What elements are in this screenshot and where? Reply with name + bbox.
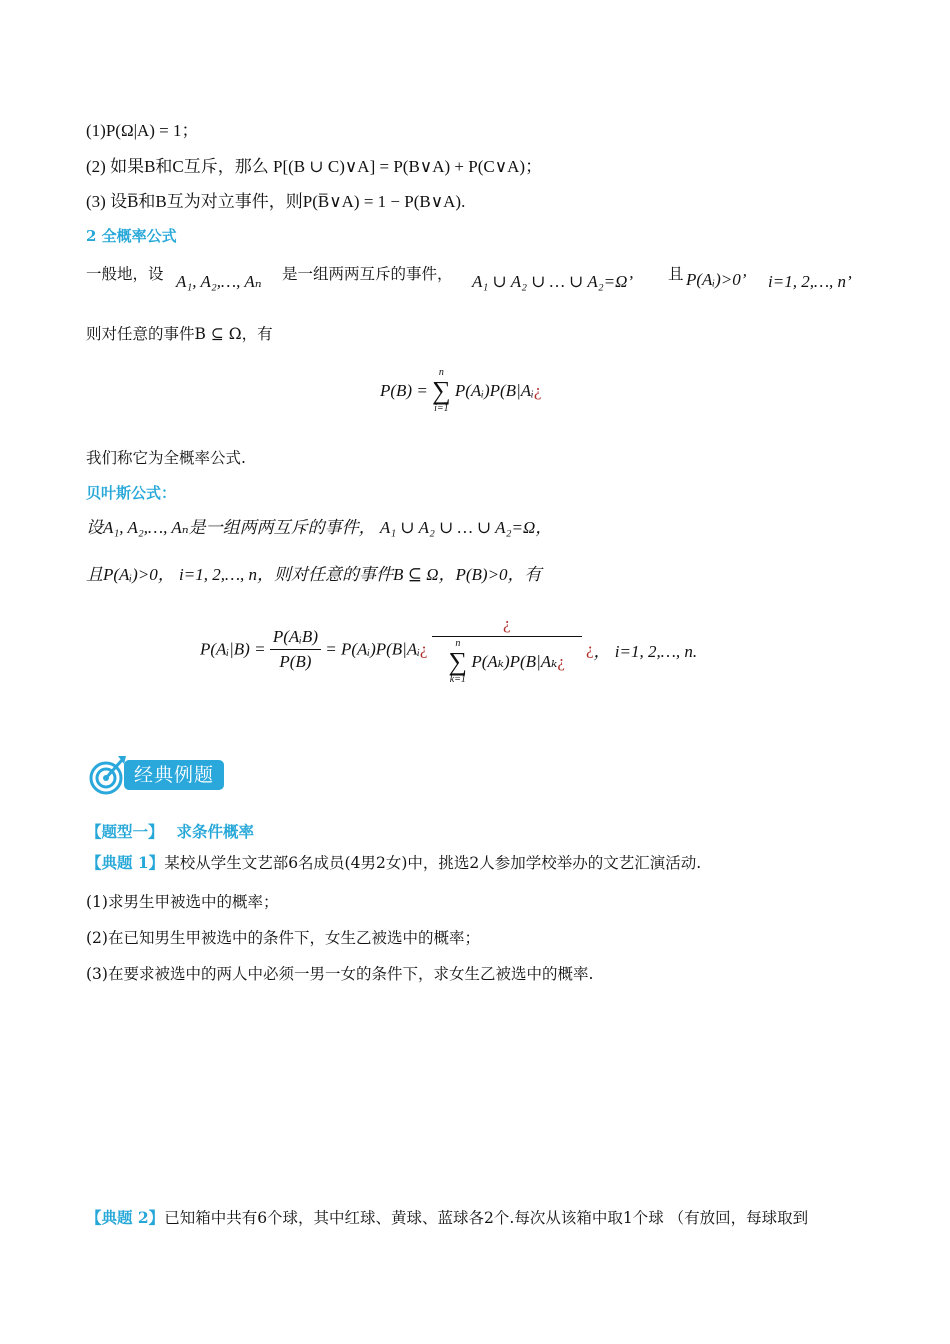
example-1: 【典题 1】某校从学生文艺部6名成员(4男2女)中，挑选2人参加学校举办的文艺汇演活动. <box>86 853 702 872</box>
example-1-q2: (2)在已知男生甲被选中的条件下，女生乙被选中的概率； <box>86 929 480 947</box>
bayes-fraction-1: $\frac{\text{P(AᵢB)}}{P(B)}$ <box>270 627 321 672</box>
banner-label: 经典例题 <box>124 760 224 790</box>
example-2: 【典题 2】已知箱中共有6个球，其中红球、黄球、蓝球各2个.每次从该箱中取1个球 （有放回，每球取到 <box>86 1208 809 1227</box>
bayes-heading: 贝叶斯公式： <box>86 484 177 502</box>
target-arrow-icon <box>88 752 128 798</box>
type1-heading: 【题型一】 求条件概率 <box>86 822 254 841</box>
sum-symbol-k: n ∑ k=1 <box>448 638 468 685</box>
total-prob-intro: 一般地，设 <box>86 265 164 283</box>
total-prob-then: 则对任意的事件B ⊆ Ω，有 <box>86 325 273 343</box>
example-1-q3: (3)在要求被选中的两人中必须一男一女的条件下，求女生乙被选中的概率. <box>86 965 594 983</box>
property-3: (3) 设B̅和B互为对立事件，则P(B̅∨A) = 1 − P(B∨A). <box>86 192 466 211</box>
total-prob-heading: 2 全概率公式 <box>86 227 177 245</box>
property-2: (2) 如果B和C互斥，那么 P[(B ∪ C)∨A] = P(B∨A) + P(C∨A)； <box>86 157 543 176</box>
section-banner <box>88 752 238 798</box>
bayes-line-2: 且P(Aᵢ)>0， i=1, 2,…, n，则对任意的事件B ⊆ Ω，P(B)>0，有 <box>86 565 542 584</box>
total-prob-sets: A₁, A₂,…, Aₙ <box>176 272 262 291</box>
total-prob-formula: P(B) = n ∑ i=1 P(Aᵢ)P(B|Aᵢ¿ <box>380 367 542 414</box>
bayes-fraction-2: ¿ n ∑ k=1 P(Aₖ)P(B|Aₖ¿ <box>432 614 582 685</box>
example-1-q1: (1)求男生甲被选中的概率； <box>86 893 279 911</box>
total-prob-intro-b: 是一组两两互斥的事件， <box>282 265 453 283</box>
bayes-formula: P(Aᵢ|B) = $\frac{\text{P(AᵢB)}}{P(B)}$ = P(Aᵢ)P(B|Aᵢ¿ ¿ n ∑ k=1 P(Aₖ)P(B|Aₖ¿ ¿， i=1, 2,…, n. <box>200 614 698 685</box>
total-prob-cond-a: 且 <box>668 265 684 283</box>
sum-symbol: n ∑ i=1 <box>432 367 451 414</box>
total-prob-union: A₁ ∪ A₂ ∪ … ∪ A₂=Ω’ <box>472 272 634 291</box>
total-prob-closing: 我们称它为全概率公式. <box>86 449 246 467</box>
total-prob-range: i=1, 2,…, n’ <box>768 272 852 291</box>
total-prob-cond-b: P(Aᵢ)>0’ <box>686 270 747 289</box>
property-1: (1)P(Ω|A) = 1； <box>86 121 199 140</box>
bayes-line-1: 设A₁, A₂,…, Aₙ是一组两两互斥的事件， A₁ ∪ A₂ ∪ … ∪ A₂=Ω， <box>86 518 553 537</box>
